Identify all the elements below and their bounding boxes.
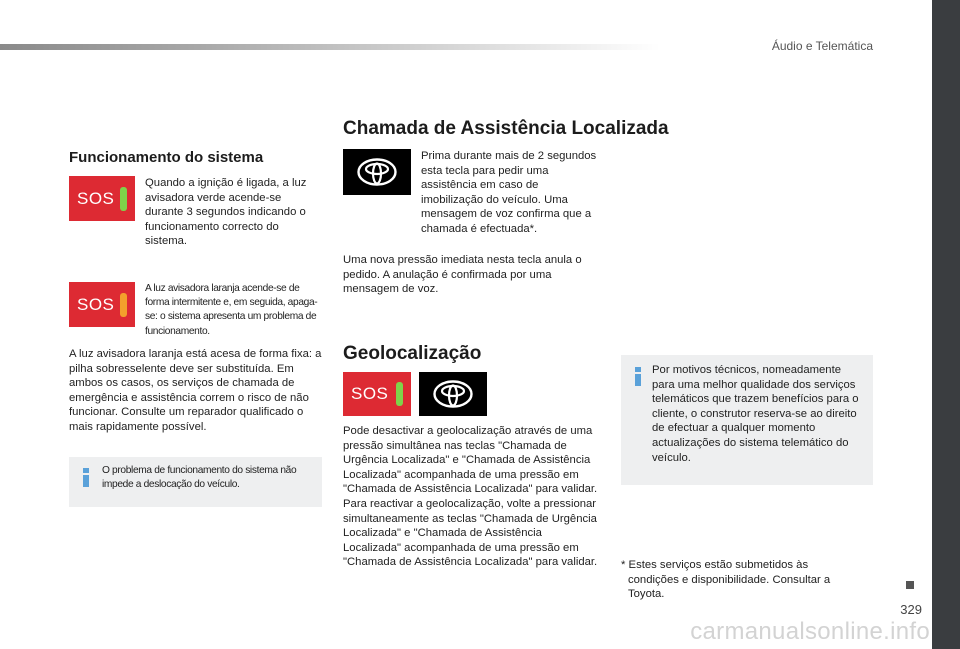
system-operation-heading: Funcionamento do sistema (69, 149, 264, 166)
sos-label: SOS (77, 294, 115, 314)
footnote: * Estes serviços estão submetidos às condições e disponibilidade. Consultar a Toyota. (621, 559, 831, 601)
sos-label: SOS (351, 384, 389, 403)
toyota-logo-icon (433, 380, 473, 408)
side-band (932, 0, 960, 649)
page-number: 329 (900, 602, 922, 617)
page-marker-icon (906, 581, 914, 589)
note-text-right: Por motivos técnicos, nomeadamente para uma melhor qualidade dos serviços telemáticos que trazem benefícios para o cliente, o construtor reserva-se ao direito de efectuar a qualquer momento actualizações do sistema telemático do veículo. (652, 364, 859, 464)
assistance-button-tile (343, 149, 411, 195)
orange-lamp-description: A luz avisadora laranja acende-se de forma intermitente e, em seguida, apaga-se: o sistema apresenta um problema de funcionamento. (145, 283, 318, 337)
geo-sos-tile (343, 372, 411, 416)
geolocation-heading: Geolocalização (343, 343, 482, 364)
sos-indicator-green (69, 176, 135, 221)
cancel-text: Uma nova pressão imediata nesta tecla anula o pedido. A anulação é confirmada por uma mensagem de voz. (343, 254, 582, 296)
orange-lamp-icon (120, 293, 127, 317)
geo-assistance-tile (419, 372, 487, 416)
assistance-call-heading: Chamada de Assistência Localizada (343, 118, 669, 139)
note-box-right (621, 355, 873, 485)
watermark: carmanualsonline.info (690, 618, 930, 645)
green-lamp-icon (120, 187, 127, 211)
section-title: Áudio e Telemática (771, 39, 873, 53)
toyota-logo-icon (357, 158, 397, 186)
geolocation-text: Pode desactivar a geolocalização através de uma pressão simultânea nas teclas "Chamada de Urgência Localizada" e "Chamada de Assistência Localizada" acompanhada de uma pressão em "Chamada de Assistência Localizada" para validar. Para reactivar a geolocalização, volte a pressionar simultaneamente as teclas "Chamada de Urgência Localizada" e "Chamada de Assistência Localizada" acompanhada de uma pressão em "Chamada de Assistência Localizada" para validar. (343, 425, 598, 569)
assistance-button-text: Prima durante mais de 2 segundos esta tecla para pedir uma assistência em caso de imobilização do veículo. Uma mensagem de voz confirma que a chamada é efectuada*. (421, 150, 597, 235)
green-lamp-description: Quando a ignição é ligada, a luz avisadora verde acende-se durante 3 segundos indicando o funcionamento correcto do sistema. (145, 177, 307, 248)
header-gradient-bar (0, 44, 660, 50)
note-box-left (69, 457, 322, 507)
green-lamp-icon (396, 382, 403, 406)
left-body-text: A luz avisadora laranja está acesa de forma fixa: a pilha sobresselente deve ser substituída. Em ambos os casos, os serviços de chamada de emergência e assistência correm o risco de não funcionar. Consulte um reparador qualificado o mais rapidamente possível. (69, 348, 322, 433)
sos-indicator-orange (69, 282, 135, 327)
note-text-left: O problema de funcionamento do sistema não impede a deslocação do veículo. (102, 465, 297, 491)
sos-label: SOS (77, 188, 115, 208)
